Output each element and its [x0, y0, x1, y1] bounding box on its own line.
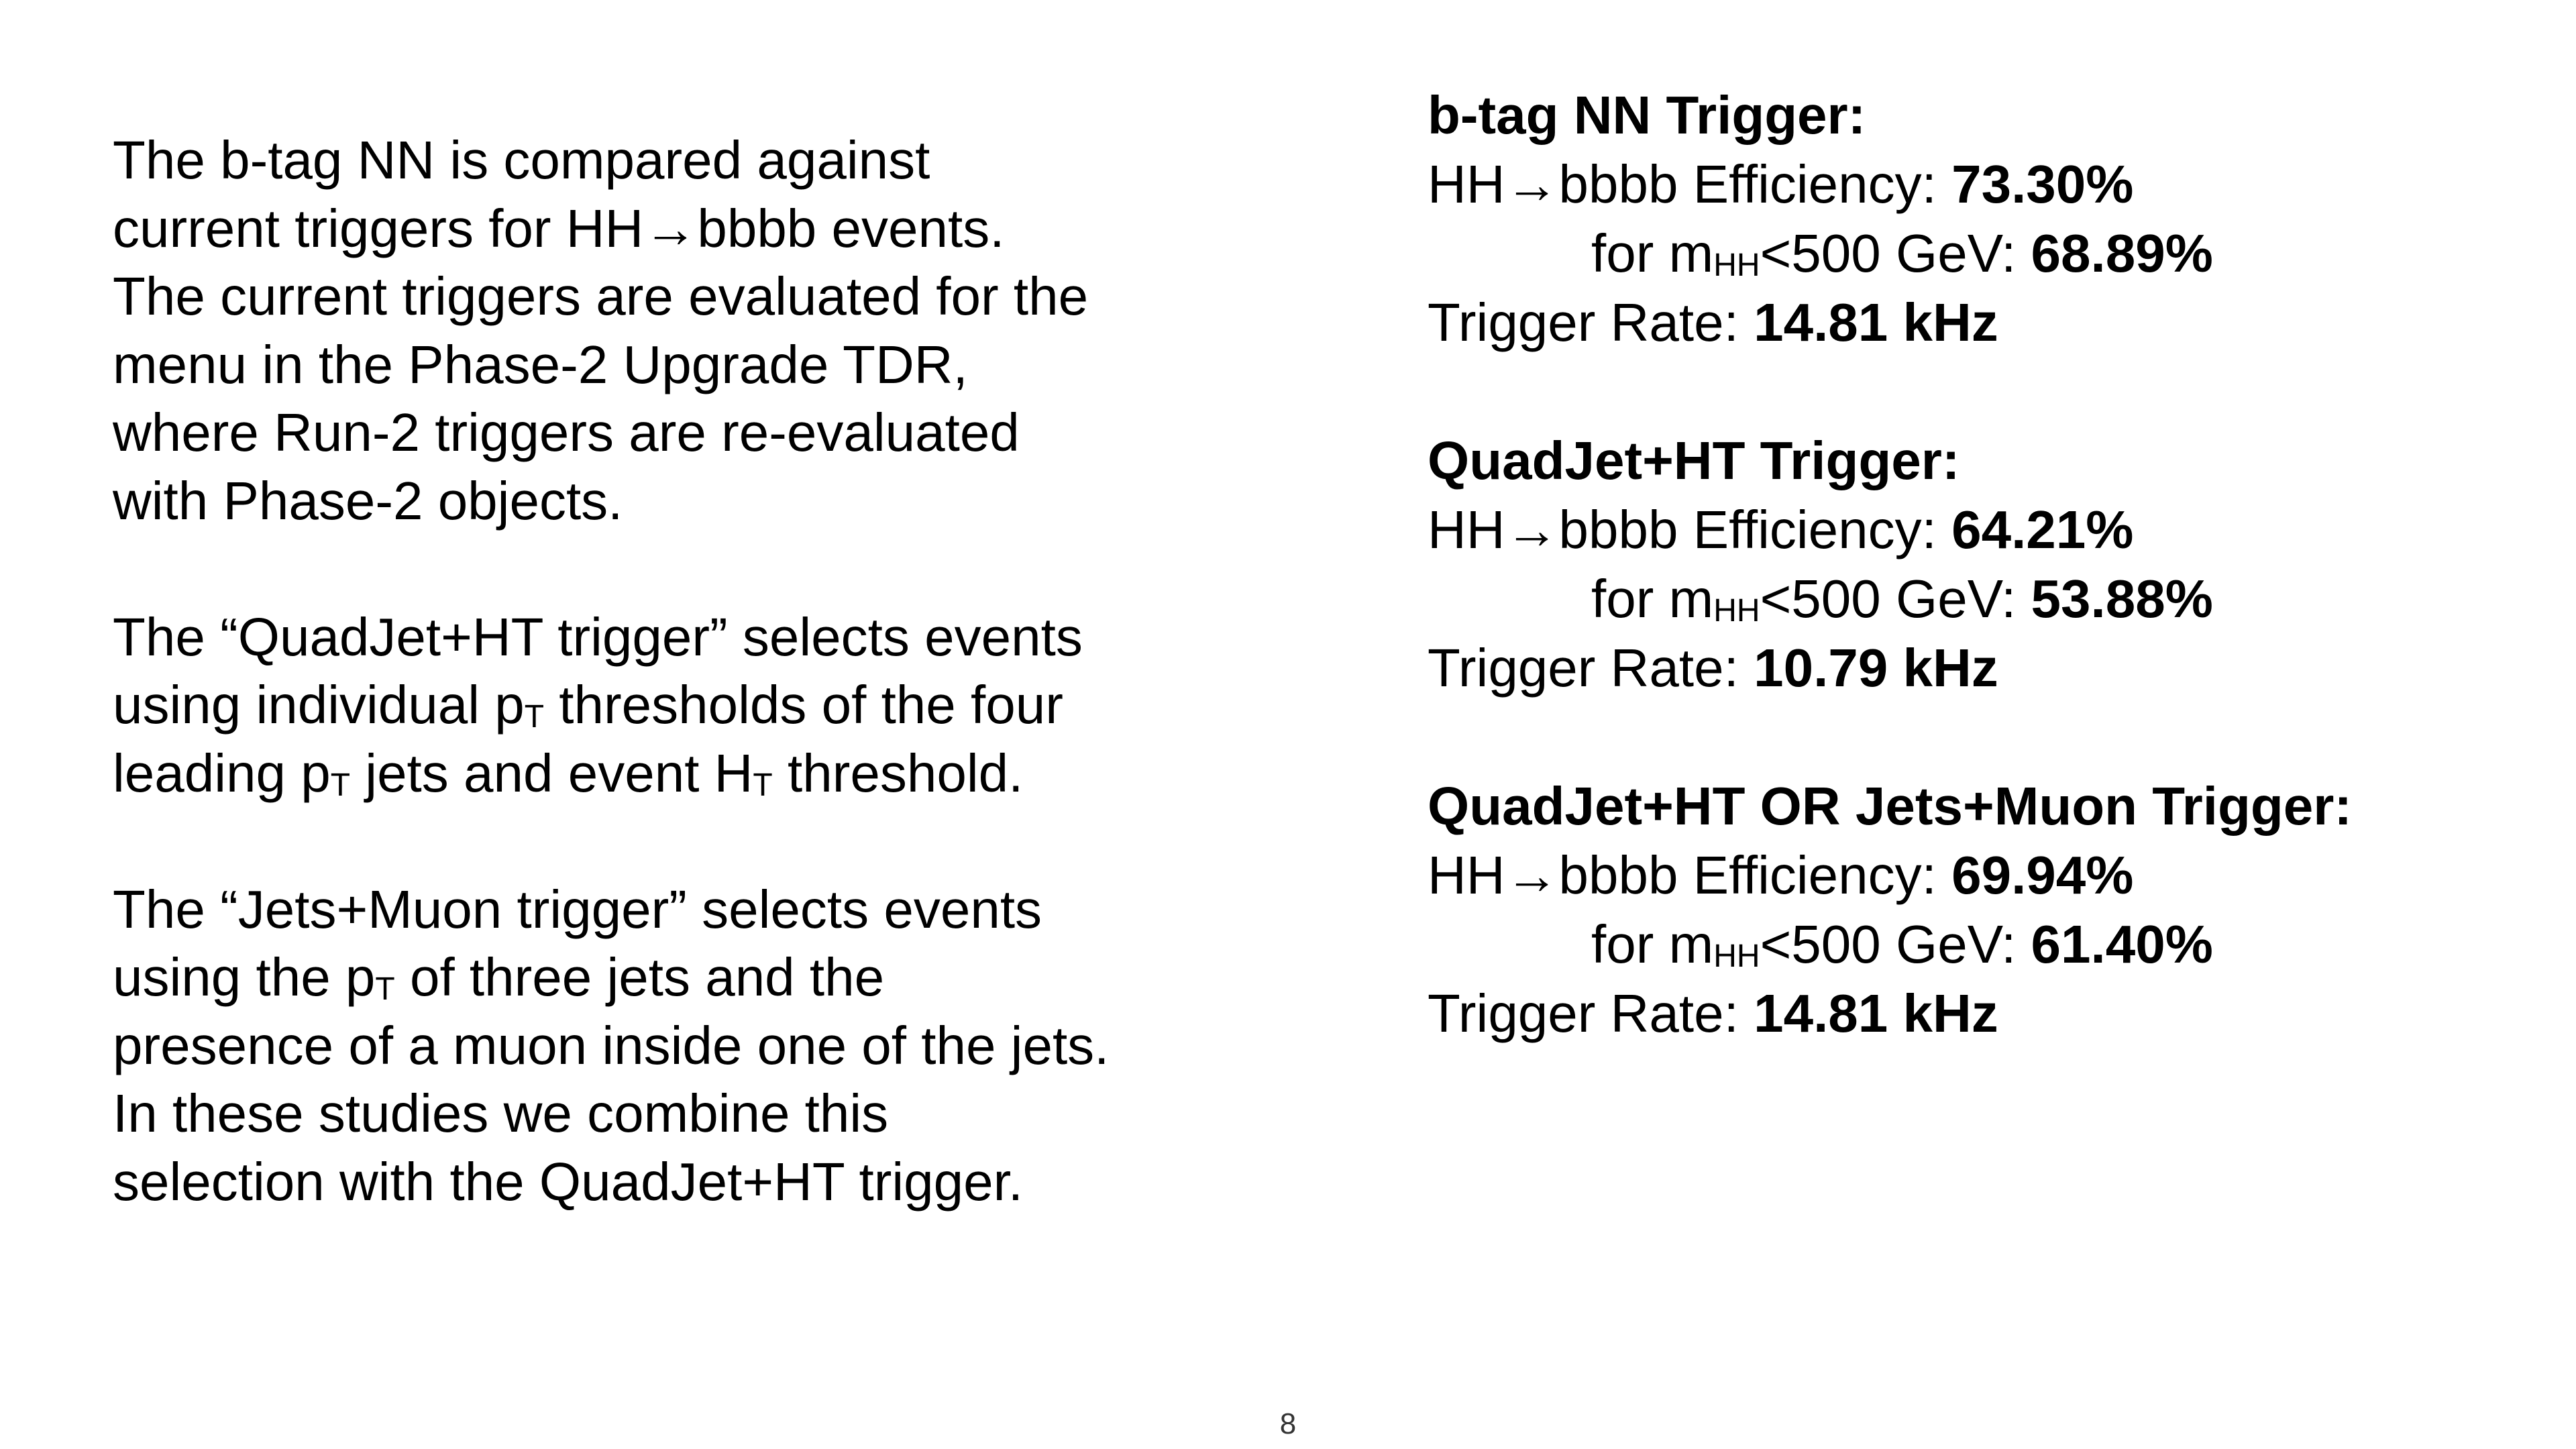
text-line: The current triggers are evaluated for the	[113, 266, 1089, 326]
subscript: T	[524, 698, 545, 735]
low-mass-efficiency-value: 61.40%	[2031, 914, 2213, 974]
low-mass-label: <500 GeV:	[1760, 223, 2031, 283]
trigger-rate-row	[1428, 288, 2534, 357]
trigger-rate-value: 14.81 kHz	[1754, 983, 1998, 1043]
text-line	[113, 943, 1253, 1012]
text-line: current triggers for HH→bbbb events.	[113, 198, 1005, 258]
efficiency-row	[1428, 495, 2534, 564]
subscript: HH	[1713, 247, 1760, 283]
efficiency-label: HH→bbbb Efficiency:	[1428, 845, 1952, 905]
efficiency-label: HH→bbbb Efficiency:	[1428, 154, 1952, 214]
text-line: presence of a muon inside one of the jets.	[113, 1015, 1110, 1075]
efficiency-value: 64.21%	[1951, 500, 2134, 559]
jets-muon-description-paragraph	[113, 875, 1253, 1216]
text-fragment: leading p	[113, 743, 331, 803]
text-fragment: using the p	[113, 947, 376, 1007]
quadjet-ht-trigger-block	[1428, 426, 2534, 702]
low-mass-efficiency-value: 68.89%	[2031, 223, 2213, 283]
text-line	[113, 671, 1253, 739]
efficiency-row	[1428, 150, 2534, 219]
low-mass-efficiency-value: 53.88%	[2031, 569, 2213, 629]
quadjet-or-jets-muon-trigger-block	[1428, 771, 2534, 1048]
trigger-rate-row	[1428, 979, 2534, 1048]
trigger-rate-value: 14.81 kHz	[1754, 292, 1998, 352]
subscript: HH	[1713, 592, 1760, 629]
text-line: with Phase-2 objects.	[113, 470, 623, 531]
trigger-results-column	[1428, 80, 2534, 1117]
trigger-rate-label: Trigger Rate:	[1428, 292, 1754, 352]
low-mass-label: for m	[1591, 914, 1714, 974]
text-fragment: of three jets and the	[394, 947, 885, 1007]
text-line: The “QuadJet+HT trigger” selects events	[113, 606, 1083, 667]
text-fragment: threshold.	[772, 743, 1024, 803]
low-mass-label: for m	[1591, 223, 1714, 283]
low-mass-label: <500 GeV:	[1760, 569, 2031, 629]
text-line: The b-tag NN is compared against	[113, 130, 930, 190]
subscript: T	[753, 767, 773, 803]
trigger-rate-label: Trigger Rate:	[1428, 638, 1754, 698]
page-number: 8	[1279, 1407, 1297, 1440]
text-fragment: thresholds of the four	[544, 675, 1063, 735]
quadjet-description-paragraph	[113, 603, 1253, 808]
trigger-title: QuadJet+HT OR Jets+Muon Trigger:	[1428, 776, 2353, 836]
text-line: menu in the Phase-2 Upgrade TDR,	[113, 334, 968, 394]
intro-paragraph	[113, 126, 1253, 535]
description-column	[113, 126, 1253, 1284]
low-mass-efficiency-row	[1428, 219, 2534, 288]
text-line: selection with the QuadJet+HT trigger.	[113, 1151, 1024, 1212]
low-mass-efficiency-row	[1428, 910, 2534, 979]
efficiency-label: HH→bbbb Efficiency:	[1428, 500, 1952, 559]
trigger-title: QuadJet+HT Trigger:	[1428, 431, 1960, 490]
text-line	[113, 739, 1253, 808]
subscript: T	[375, 971, 395, 1007]
low-mass-label: <500 GeV:	[1760, 914, 2031, 974]
trigger-rate-value: 10.79 kHz	[1754, 638, 1998, 698]
efficiency-row	[1428, 841, 2534, 910]
efficiency-value: 69.94%	[1951, 845, 2134, 905]
trigger-title: b-tag NN Trigger:	[1428, 85, 1866, 145]
trigger-rate-label: Trigger Rate:	[1428, 983, 1754, 1043]
trigger-rate-row	[1428, 633, 2534, 702]
text-line: In these studies we combine this	[113, 1083, 889, 1143]
low-mass-label: for m	[1591, 569, 1714, 629]
btag-nn-trigger-block	[1428, 80, 2534, 357]
subscript: T	[330, 767, 351, 803]
subscript: HH	[1713, 938, 1760, 974]
text-fragment: jets and event H	[350, 743, 753, 803]
text-fragment: using individual p	[113, 675, 525, 735]
efficiency-value: 73.30%	[1951, 154, 2134, 214]
text-line: The “Jets+Muon trigger” selects events	[113, 879, 1042, 939]
low-mass-efficiency-row	[1428, 564, 2534, 633]
text-line: where Run-2 triggers are re-evaluated	[113, 402, 1020, 462]
